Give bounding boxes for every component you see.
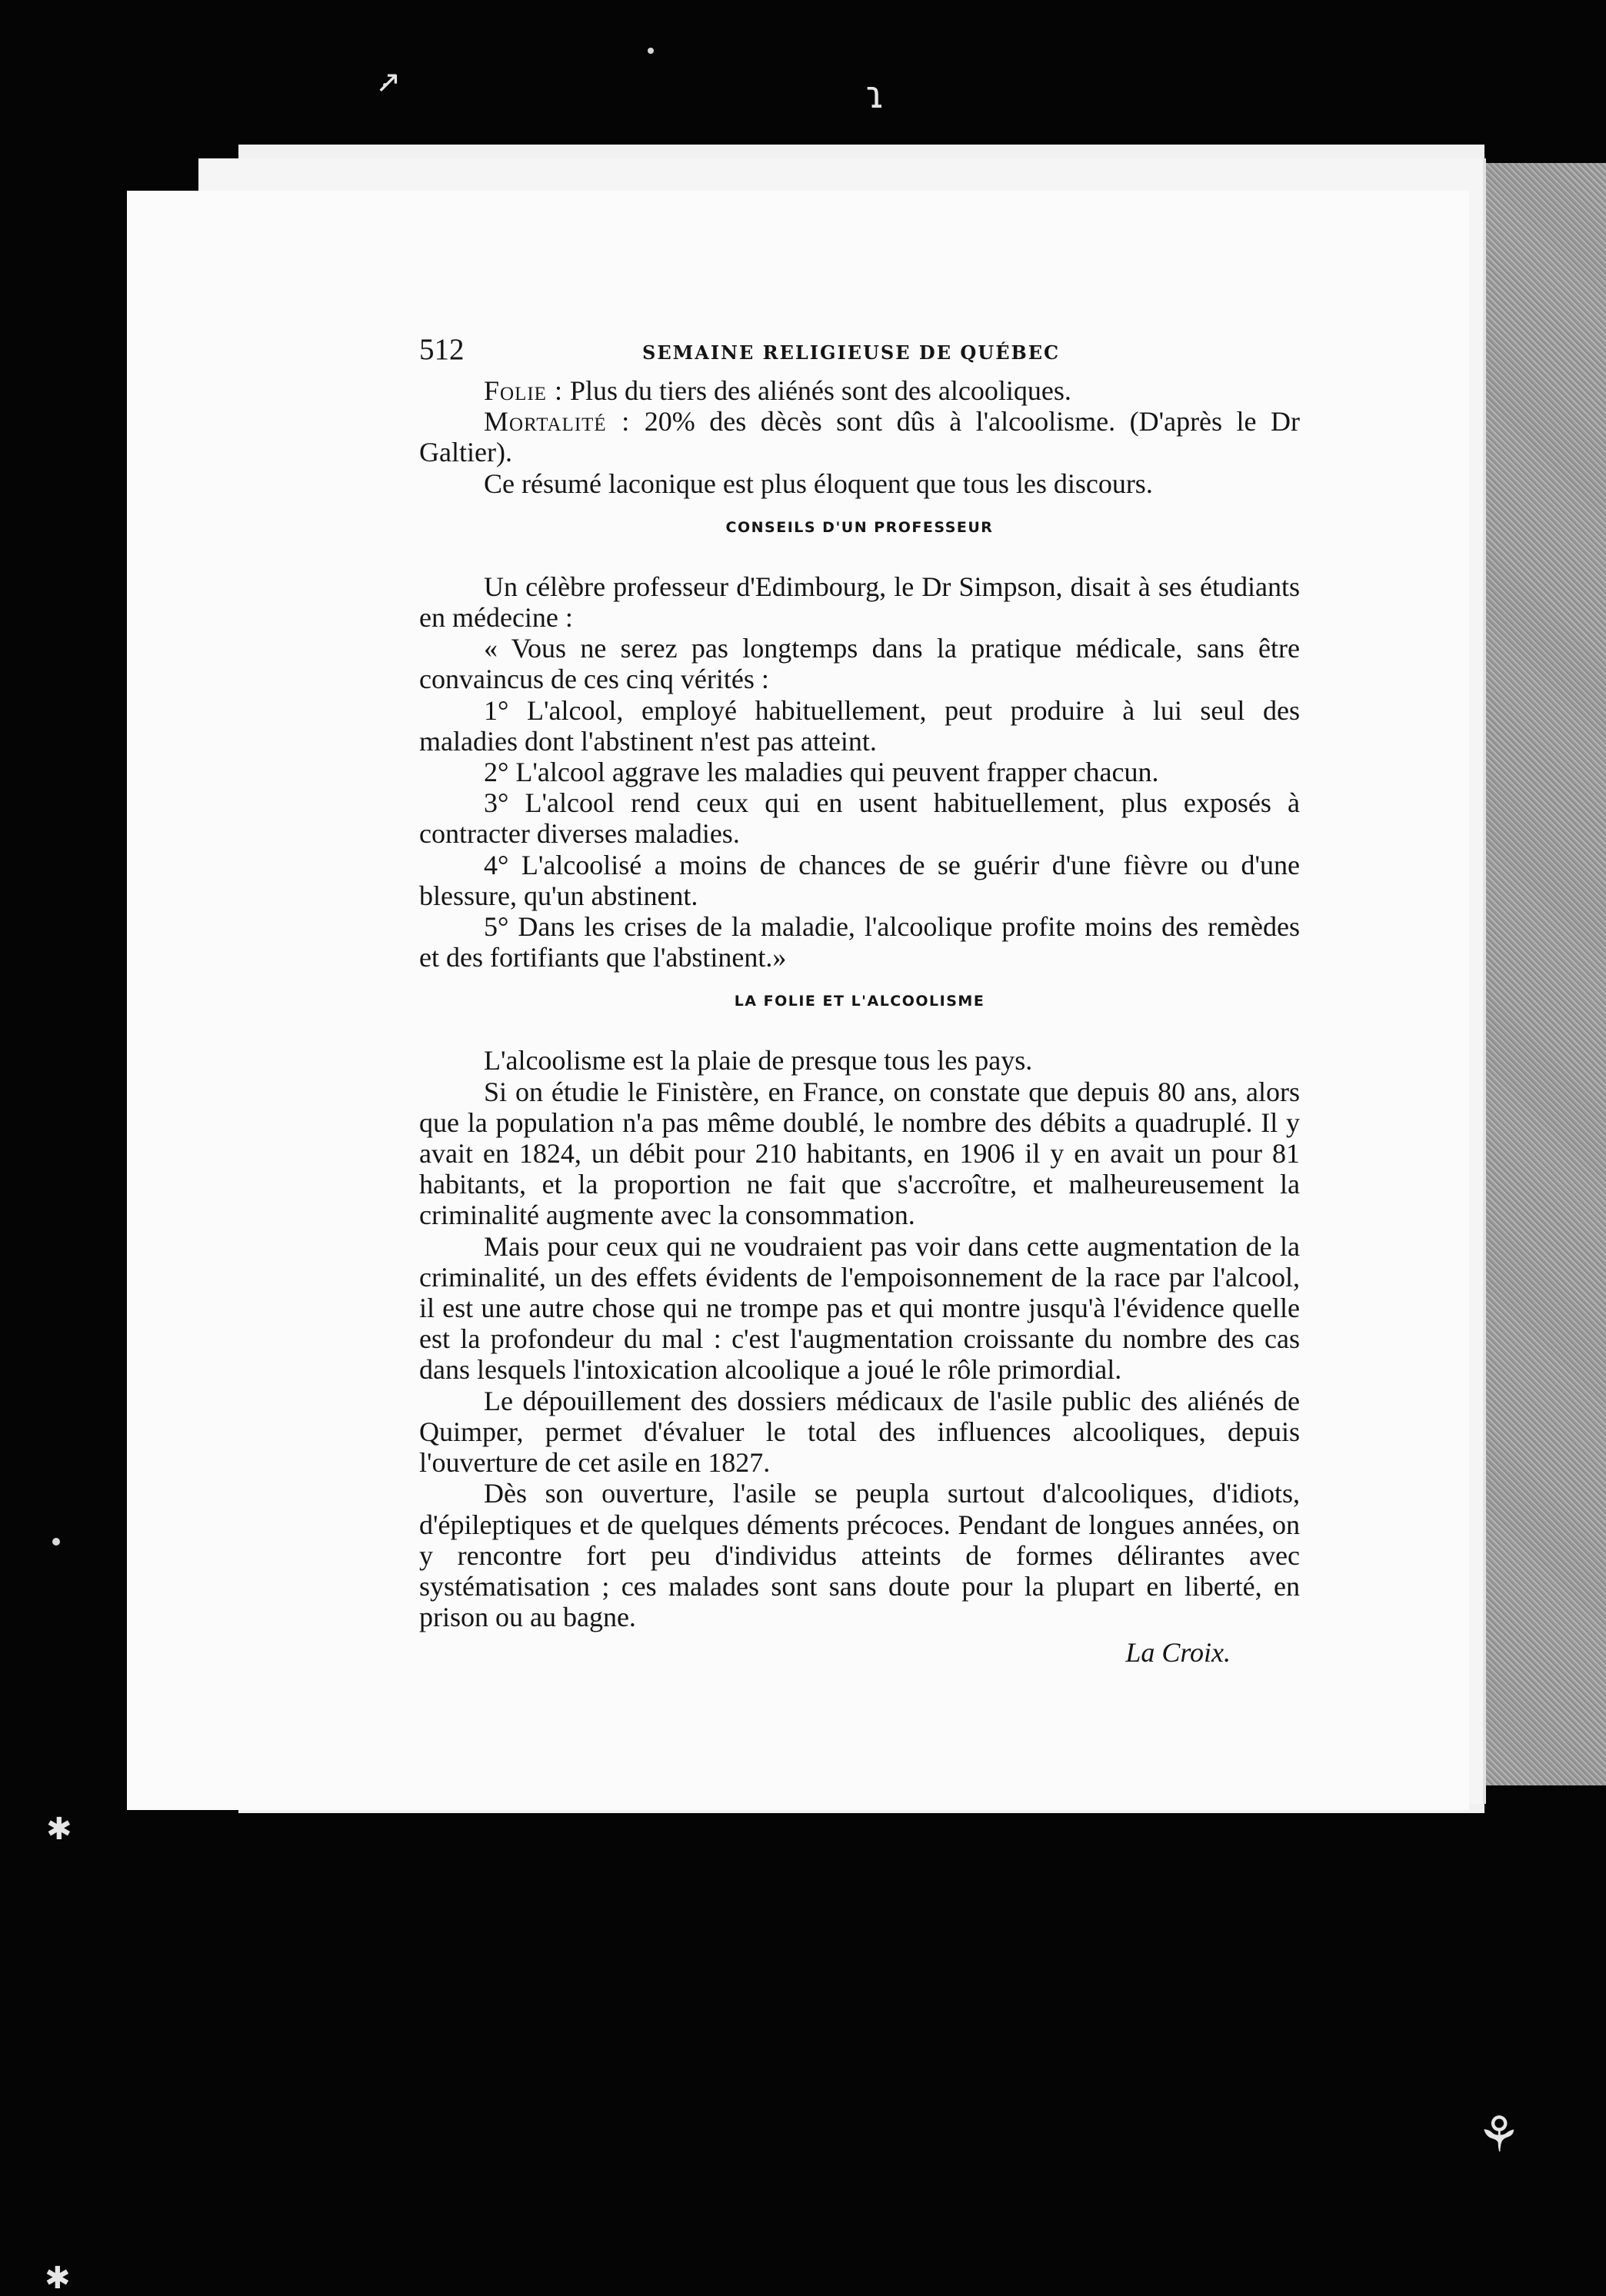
stat-label: Folie : <box>484 375 563 406</box>
stat-text: 20% des dècès sont dûs à l'alcoolisme. (D'après le Dr Galtier). <box>419 406 1301 468</box>
paragraph: 5° Dans les crises de la maladie, l'alcoolique profite moins des remèdes et des fortifiants que l'abstinent.» <box>419 911 1300 973</box>
paragraph: Si on étudie le Finistère, en France, on constate que depuis 80 ans, alors que la population n'a pas même doublé, le nombre des débits a quadruplé. Il y avait en 1824, un débit pour 210 habitants, en 1906 il y en avait un pour 81 habitants, et la proportion ne fait que s'accroître, et malheureusement la criminalité augmente avec la consommation. <box>419 1076 1300 1231</box>
running-title: SEMAINE RELIGIEUSE DE QUÉBEC <box>642 341 1061 364</box>
page-number: 512 <box>419 333 465 366</box>
paragraph: Dès son ouverture, l'asile se peupla surtout d'alcooliques, d'idiots, d'épileptiques et de quelques déments précoces. Pendant de longues années, on y rencontre fort peu d'individus atteints de formes délirantes avec systématisation ; ces malades sont sans doute pour la plupart en liberté, en prison ou au bagne. <box>419 1478 1300 1633</box>
paragraph: « Vous ne serez pas longtemps dans la pratique médicale, sans être convaincus de ces cinq vérités : <box>419 633 1300 695</box>
signature-source: La Croix. <box>1125 1637 1231 1669</box>
stat-folie <box>419 375 1300 406</box>
stat-label: Mortalité : <box>484 406 631 438</box>
film-artifact-mark: ✱ <box>46 1812 72 1847</box>
film-artifact-mark: ⚘ <box>1477 2107 1521 2164</box>
film-speck <box>648 48 654 54</box>
film-artifact-mark: ✱ <box>45 2261 71 2296</box>
adjacent-page-edge <box>1468 163 1606 1785</box>
section-title: LA FOLIE ET L'ALCOOLISME <box>734 993 985 1010</box>
stat-mortalite <box>419 406 1300 468</box>
paragraph: Mais pour ceux qui ne voudraient pas voir dans cette augmentation de la criminalité, un des effets évidents de l'empoisonnement de la race par l'alcool, il est une autre chose qui ne trompe pas et qui montre jusqu'à l'évidence quelle est la profondeur du mal : c'est l'augmentation croissante du nombre des cas dans lesquels l'intoxication alcoolique a joué le rôle primordial. <box>419 1230 1300 1386</box>
film-artifact-mark: ɿ <box>865 74 885 117</box>
page-text-block <box>419 332 1300 1668</box>
paragraph: Le dépouillement des dossiers médicaux de l'asile public des aliénés de Quimper, permet d'évaluer le total des influences alcooliques, depuis l'ouverture de cet asile en 1827. <box>419 1385 1300 1479</box>
paragraph: 3° L'alcool rend ceux qui en usent habituellement, plus exposés à contracter diverses maladies. <box>419 787 1300 850</box>
paragraph: 1° L'alcool, employé habituellement, peut produire à lui seul des maladies dont l'abstinent n'est pas atteint. <box>419 694 1300 757</box>
paragraph: 2° L'alcool aggrave les maladies qui peuvent frapper chacun. <box>484 757 1159 788</box>
paragraph: 4° L'alcoolisé a moins de chances de se guérir d'une fièvre ou d'une blessure, qu'un abstinent. <box>419 849 1300 911</box>
paragraph: Un célèbre professeur d'Edimbourg, le Dr Simpson, disait à ses étudiants en médecine : <box>419 571 1300 634</box>
running-header <box>419 332 1300 375</box>
summary-paragraph: Ce résumé laconique est plus éloquent que tous les discours. <box>484 468 1153 499</box>
film-artifact-mark: ↗ <box>375 65 402 100</box>
section-title: CONSEILS D'UN PROFESSEUR <box>725 518 994 536</box>
stat-text: Plus du tiers des aliénés sont des alcooliques. <box>569 375 1071 406</box>
film-speck <box>52 1538 60 1546</box>
paragraph: L'alcoolisme est la plaie de presque tous les pays. <box>484 1045 1033 1076</box>
